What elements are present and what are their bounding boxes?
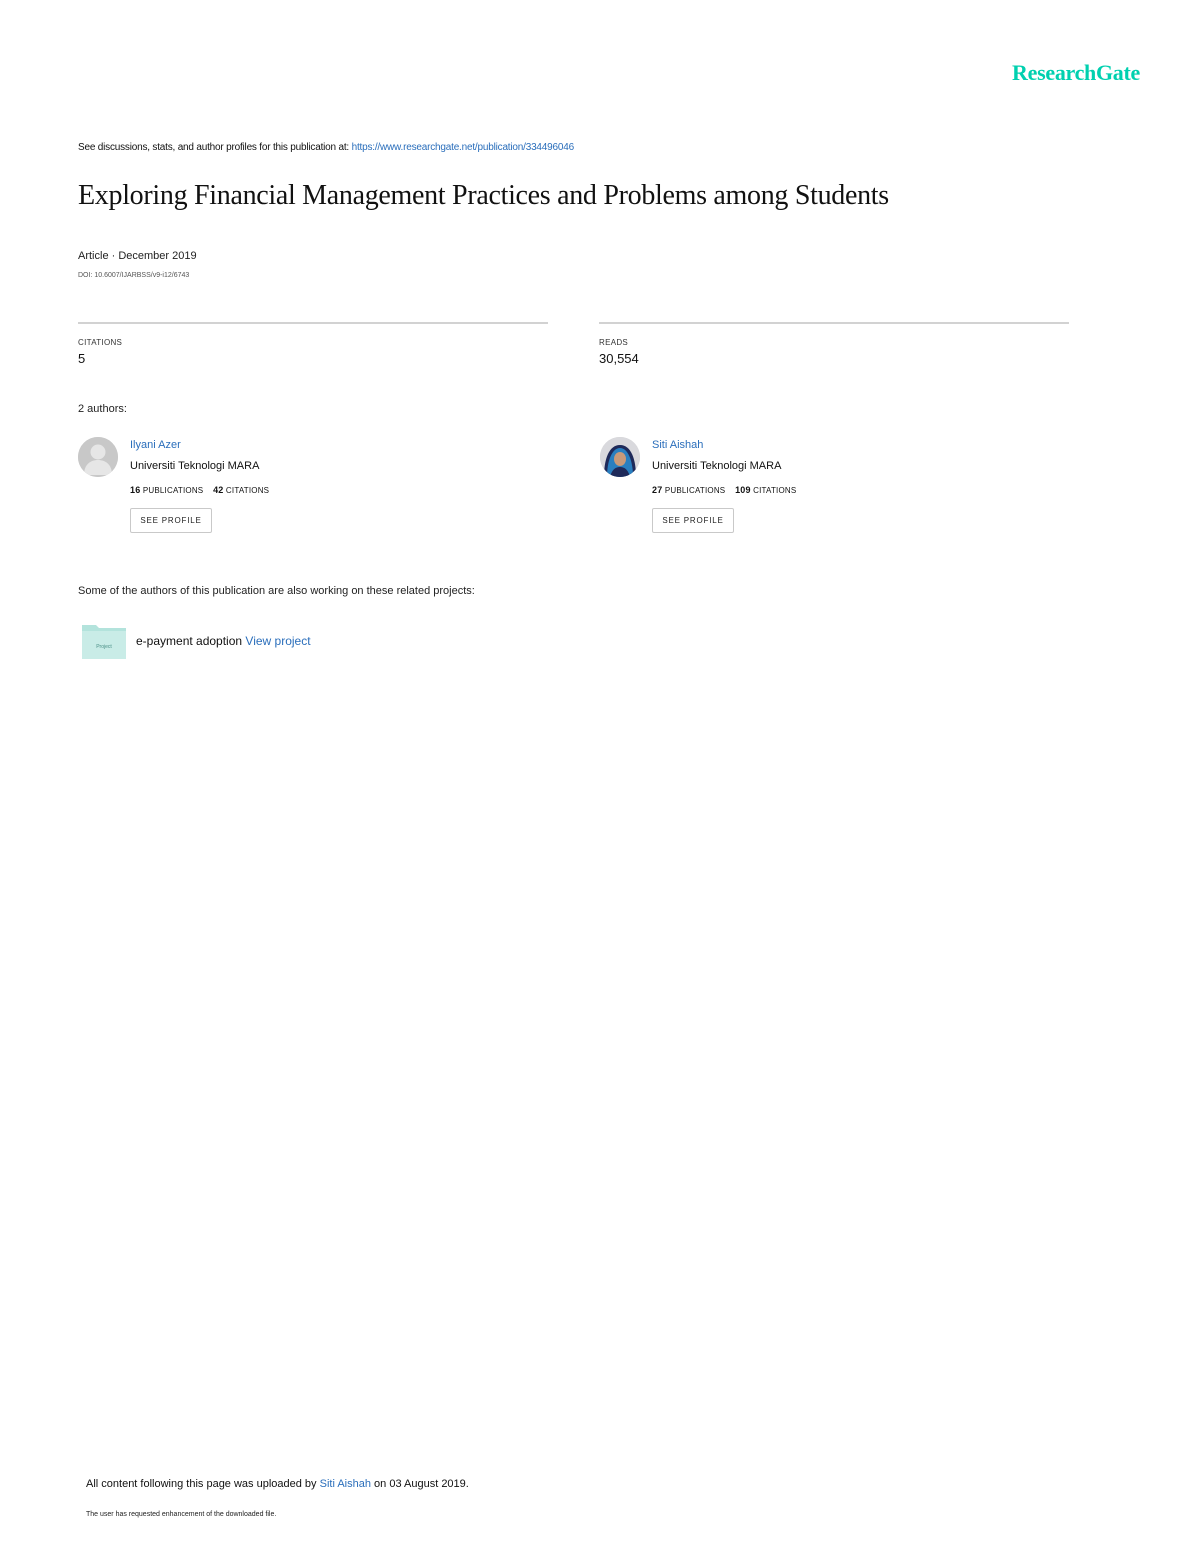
reads-value: 30,554 [599, 351, 639, 366]
author-name-link[interactable]: Ilyani Azer [130, 439, 181, 451]
author-card [78, 437, 538, 547]
author-name-link[interactable]: Siti Aishah [652, 439, 704, 451]
citations-value: 5 [78, 351, 86, 366]
project-name: e-payment adoption [136, 634, 243, 648]
cover-note-text: See discussions, stats, and author profiles for this publication at: [78, 142, 352, 153]
authors-heading: 2 authors: [78, 403, 127, 415]
related-project-item [82, 623, 311, 659]
publication-title: Exploring Financial Management Practices and Problems among Students [78, 180, 889, 211]
author-stats [130, 485, 269, 495]
uploader-link[interactable]: Siti Aishah [319, 1478, 371, 1490]
view-project-link[interactable]: View project [245, 634, 311, 648]
related-projects-heading: Some of the authors of this publication are also working on these related projects: [78, 585, 475, 597]
author-institution: Universiti Teknologi MARA [652, 460, 782, 472]
see-profile-button[interactable]: SEE PROFILE [130, 508, 212, 533]
project-icon-label: Project [96, 644, 112, 650]
citations-stat [78, 322, 548, 366]
default-user-icon[interactable] [78, 437, 118, 477]
upload-note-prefix: All content following this page was uploaded by [86, 1478, 320, 1490]
citations-label: CITATIONS [78, 338, 123, 347]
author-card [600, 437, 1060, 547]
author-institution: Universiti Teknologi MARA [130, 460, 260, 472]
publications-label: PUBLICATIONS [142, 486, 204, 495]
cover-note [78, 142, 574, 153]
author-stats [652, 485, 796, 495]
article-type-date: Article · December 2019 [78, 250, 197, 262]
reads-stat [599, 322, 1069, 366]
profile-photo[interactable] [600, 437, 640, 477]
reads-label: READS [599, 338, 629, 347]
citations-count: 42 [213, 485, 224, 495]
citations-label: CITATIONS [753, 486, 797, 495]
researchgate-logo: ResearchGate [1012, 60, 1140, 85]
publication-url-link[interactable]: https://www.researchgate.net/publication/334496046 [351, 142, 574, 153]
see-profile-button[interactable]: SEE PROFILE [652, 508, 734, 533]
publications-count: 27 [652, 485, 663, 495]
publications-label: PUBLICATIONS [664, 486, 726, 495]
publications-count: 16 [130, 485, 141, 495]
citations-count: 109 [735, 485, 751, 495]
doi-line: DOI: 10.6007/IJARBSS/v9-i12/6743 [78, 272, 190, 279]
project-text [136, 634, 311, 648]
enhancement-request-note: The user has requested enhancement of the downloaded file. [86, 1511, 277, 1518]
citations-label: CITATIONS [225, 486, 270, 495]
upload-note-date: on 03 August 2019. [370, 1478, 469, 1490]
upload-note [86, 1478, 469, 1490]
project-folder-icon [82, 623, 126, 659]
